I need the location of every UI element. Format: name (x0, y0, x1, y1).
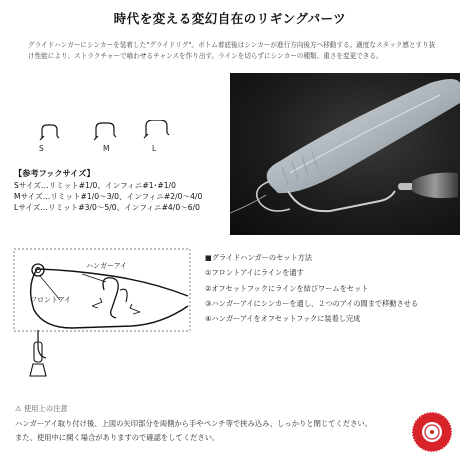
setup-steps (205, 250, 455, 326)
hook-label-m: M (103, 144, 110, 153)
reference-line-m: Mサイズ…リミット#1/0～3/0、インフィニ#2/0～4/0 (14, 192, 203, 201)
hanger-l-icon (38, 120, 188, 160)
step-4: ④ハンガーアイをオフセットフックに装着し完成 (205, 314, 361, 324)
hanger-sizes (38, 120, 188, 160)
step-2: ②オフセットフックにラインを結びワームをセット (205, 283, 369, 293)
front-eye-label: フロントアイ (30, 296, 72, 304)
reference-line-s: Sサイズ…リミット#1/0、インフィニ#1･#1/0 (14, 181, 176, 190)
hanger-eye-label: ハンガーアイ (86, 262, 128, 270)
step-1: ①フロントアイにラインを通す (205, 268, 304, 278)
caution-heading (15, 402, 415, 417)
rigging-diagram-svg (12, 246, 192, 378)
hook-label-l: L (152, 144, 157, 153)
steps-heading: ■グライドハンガーのセット方法 (205, 253, 313, 262)
warning-icon: ⚠ (15, 404, 24, 413)
intro-paragraph: グライドハンガーにシンカーを装着した"グライドリグ"。ボトム着底後はシンカーが進行方向後方へ移動する。適度なスタック感とすり抜け性能により、ストラクチャーで喰わせるチャンスを作り出す。ラインを切らずにシンカーの種類、重さを変更できる。 (28, 41, 436, 60)
reference-title: 【参考フックサイズ】 (14, 168, 95, 178)
reference-line-l: Lサイズ…リミット#3/0～5/0、インフィニ#4/0～6/0 (14, 203, 200, 212)
product-photo (230, 73, 460, 235)
hook-label-s: S (39, 144, 44, 153)
page-title: 時代を変える変幻自在のリギングパーツ (113, 11, 347, 26)
caution-heading-text: 使用上の注意 (23, 404, 68, 413)
rigging-diagram (12, 246, 192, 378)
seal-icon (410, 410, 454, 454)
caution-section (15, 402, 415, 446)
reference-hook-sizes (14, 168, 224, 213)
step-3: ③ハンガーアイにシンカーを通し、２つのアイの間まで移動させる (205, 298, 419, 308)
brand-seal-logo (410, 410, 454, 454)
caution-line-1: ハンガーアイ取り付け後、上図の矢印部分を両側から手やペンチ等で挟み込み、しっかりと閉じてください。 (15, 418, 372, 428)
product-photo-illustration (230, 73, 460, 235)
caution-line-2: また、使用中に開く場合がありますので確認をしてください。 (15, 433, 220, 442)
